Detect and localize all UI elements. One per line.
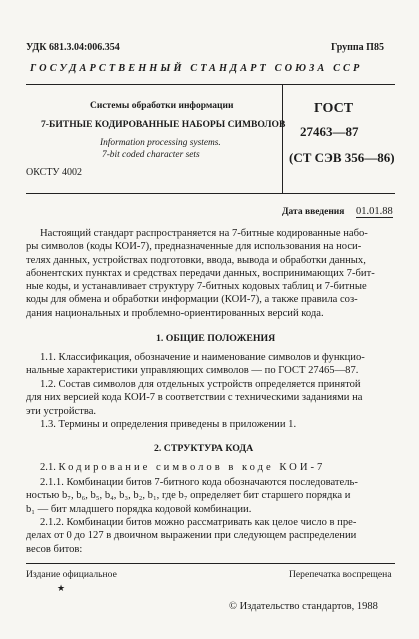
section1-line: 1.3. Термины и определения приведены в приложении 1. [40, 419, 297, 430]
intro-line: абонентских пунктах и средствах передачи данных, воспринимающих 7-бит- [26, 267, 375, 279]
footer-rule [26, 563, 395, 564]
date-intro-label: Дата введения [282, 207, 345, 217]
section2-paragraph-1 [26, 476, 395, 516]
section2-line: 2.1.1. Комбинации битов 7-битного кода обозначаются последователь- [40, 477, 358, 488]
section1-paragraph-2 [26, 378, 395, 418]
intro-line: ные коды, и устанавливает структуру 7-битных кодовых таблиц и 7-битные [26, 281, 367, 293]
gost-label: ГОСТ [314, 101, 354, 116]
st-sev-number: (СТ СЭВ 356—86) [289, 150, 395, 165]
gost-number: 27463—87 [300, 124, 359, 139]
copyright: © Издательство стандартов, 1988 [229, 601, 378, 612]
section1-line: нальные характеристики управляющих символов — по ГОСТ 27465—87. [26, 365, 359, 377]
section1-paragraph-1 [26, 351, 395, 378]
subsection-number: 2.1. [40, 462, 56, 473]
intro-line: телях данных, устройствах подготовки, ввода, вывода и обработки данных, [26, 254, 366, 266]
intro-line: дания национальных и проблемно-ориентированных версий кода. [26, 307, 324, 319]
section2-line: b₁ — бит младшего порядка кодовой комбинации. [26, 503, 252, 515]
section1-heading: 1. ОБЩИЕ ПОЛОЖЕНИЯ [156, 333, 276, 344]
intro-paragraph [26, 227, 395, 320]
section2-paragraph-2 [26, 516, 395, 556]
section1-line: 1.1. Классификация, обозначение и наименование символов и функцио- [40, 352, 365, 363]
official-edition: Издание официальное [26, 569, 117, 580]
okstu-code: ОКСТУ 4002 [26, 167, 83, 178]
section2-heading: 2. СТРУКТУРА КОДА [154, 443, 254, 454]
group-code: Группа П85 [331, 42, 384, 53]
intro-line: Настоящий стандарт распространяется на 7-битные кодированные набо- [40, 228, 368, 239]
reprint-notice: Перепечатка воспрещена [289, 569, 392, 580]
section2-line: весов битов: [26, 543, 83, 555]
title-block-divider [282, 85, 283, 193]
series-title: Системы обработки информации [90, 101, 234, 111]
standard-title-en-1: Information processing systems. [100, 138, 221, 148]
udk-code: УДК 681.3.04:006.354 [26, 42, 120, 53]
subsection-title: Кодирование символов в коде КОИ-7 [58, 462, 326, 473]
date-intro-value: 01.01.88 [356, 206, 393, 217]
section1-line: для них версией кода КОИ-7 в соответствии с техническими заданиями на [26, 392, 363, 404]
subsection-2-1-heading [40, 462, 325, 473]
title-block-bottom-rule [26, 193, 395, 194]
section1-paragraph-3 [26, 418, 395, 431]
section1-line: эти устройства. [26, 405, 97, 417]
top-rule [26, 84, 395, 85]
official-star: ★ [57, 583, 66, 593]
intro-line: коды для обмена и обработки информации (КОИ-7), а также правила соз- [26, 294, 358, 306]
standard-title-en-2: 7-bit coded character sets [102, 150, 200, 160]
section2-line: 2.1.2. Комбинации битов можно рассматривать как целое число в пре- [40, 517, 357, 528]
section1-line: 1.2. Состав символов для отдельных устройств определяется принятой [40, 379, 361, 390]
standard-title-ru: 7-БИТНЫЕ КОДИРОВАННЫЕ НАБОРЫ СИМВОЛОВ [41, 119, 286, 130]
section2-line: делах от 0 до 127 в двоичном выражении при следующем распределении [26, 530, 357, 542]
section2-line: ностью b₇, b₆, b₅, b₄, b₃, b₂, b₁, где b₇ определяет бит старшего порядка и [26, 490, 351, 502]
intro-line: ры символов (коды КОИ-7), предназначенные для использования на носи- [26, 241, 362, 253]
standard-banner: ГОСУДАРСТВЕННЫЙ СТАНДАРТ СОЮЗА ССР [30, 63, 363, 74]
